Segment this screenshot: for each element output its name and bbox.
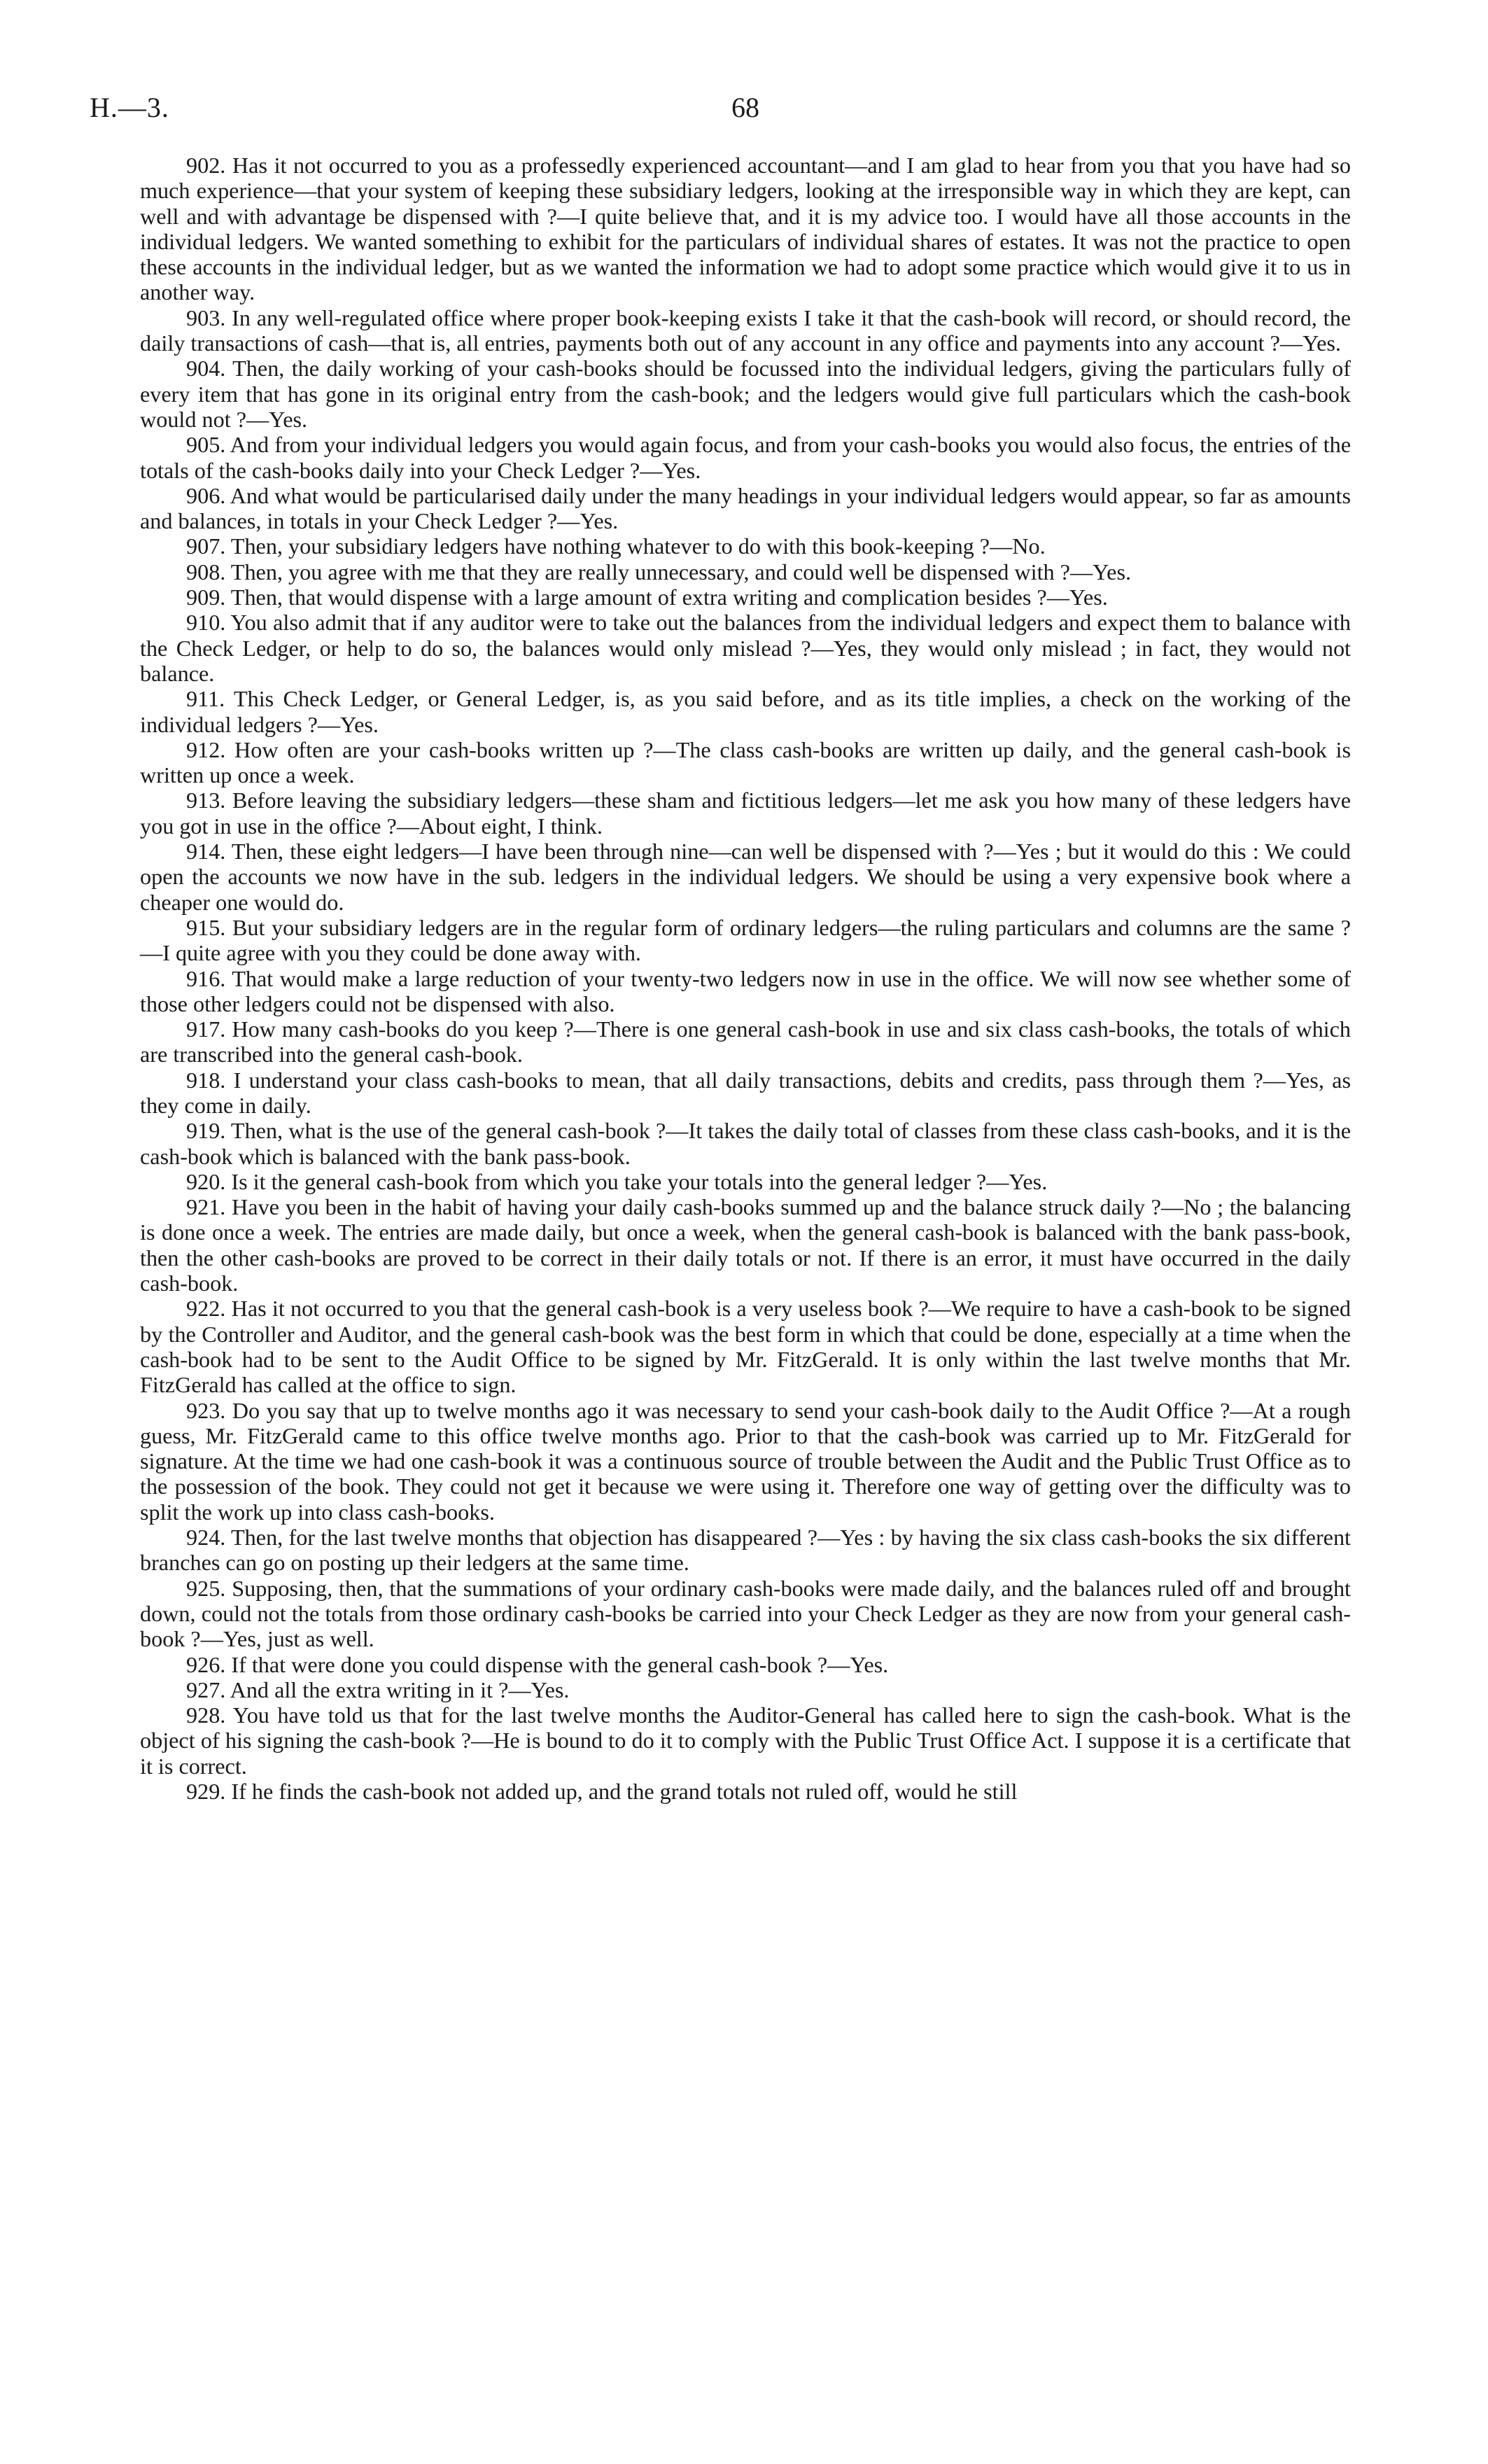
paragraph-925: 925. Supposing, then, that the summations of your ordinary cash-books were made daily, and the balances ruled off and brought down, could not the totals from those ordinary cash-books be carried into your Check Ledger as they are now from your general cash-book ?—Yes, just as well. xyxy=(140,1575,1351,1652)
paragraph-921: 921. Have you been in the habit of having your daily cash-books summed up and the balance struck daily ?—No ; the balancing is done once a week. The entries are made daily, but once a week, when the general cash-book is balanced with the bank pass-book, then the other cash-books are proved to be correct in their daily totals or not. If there is an error, it must have occurred in the daily cash-book. xyxy=(140,1194,1351,1296)
paragraph-918: 918. I understand your class cash-books to mean, that all daily transactions, debits and credits, pass through them ?—Yes, as they come in daily. xyxy=(140,1067,1351,1118)
paragraph-915: 915. But your subsidiary ledgers are in the regular form of ordinary ledgers—the ruling particulars and columns are the same ?—I quite agree with you they could be done away with. xyxy=(140,914,1351,966)
paragraph-912: 912. How often are your cash-books written up ?—The class cash-books are written up daily, and the general cash-book is written up once a week. xyxy=(140,736,1351,788)
paragraph-903: 903. In any well-regulated office where proper book-keeping exists I take it that the cash-book will record, or should record, the daily transactions of cash—that is, all entries, payments both out of any account in any office and payments into any account ?—Yes. xyxy=(140,304,1351,356)
paragraph-904: 904. Then, the daily working of your cash-books should be focussed into the individual ledgers, giving the particulars fully of every item that has gone in its original entry from the cash-book; and the ledgers would give full particulars which the cash-book would not ?—Yes. xyxy=(140,356,1351,432)
paragraph-916: 916. That would make a large reduction of your twenty-two ledgers now in use in the office. We will now see whether some of those other ledgers could not be dispensed with also. xyxy=(140,965,1351,1016)
paragraph-926: 926. If that were done you could dispense with the general cash-book ?—Yes. xyxy=(186,1651,889,1677)
paragraph-914: 914. Then, these eight ledgers—I have been through nine—can well be dispensed with ?—Yes ; but it would do this : We could open the accounts we now have in the sub. ledgers in the individual ledgers. We should be using a very expensive book where a cheaper one would do. xyxy=(140,839,1351,915)
parliamentary-paper-reference: H.—3. xyxy=(90,92,169,123)
paragraph-906: 906. And what would be particularised daily under the many headings in your individual ledgers would appear, so far as amounts and balances, in totals in your Check Ledger ?—Yes. xyxy=(140,482,1351,534)
evidence-body xyxy=(140,153,1351,1804)
paragraph-905: 905. And from your individual ledgers you would again focus, and from your cash-books you would also focus, the entries of the totals of the cash-books daily into your Check Ledger ?—Yes. xyxy=(140,432,1351,483)
page-number: 68 xyxy=(731,92,759,123)
document-page xyxy=(90,91,1351,1804)
paragraph-910: 910. You also admit that if any auditor were to take out the balances from the individual ledgers and expect them to balance with the Check Ledger, or help to do so, the balances would only mislead ?—Yes, they would only mislead ; in fact, they would not balance. xyxy=(140,610,1351,686)
paragraph-908: 908. Then, you agree with me that they are really unnecessary, and could well be dispensed with ?—Yes. xyxy=(186,559,1132,584)
paragraph-922: 922. Has it not occurred to you that the general cash-book is a very useless book ?—We require to have a cash-book to be signed by the Controller and Auditor, and the general cash-book was the best form in which that could be done, especially at a time when the cash-book had to be sent to the Audit Office to be signed by Mr. FitzGerald. It is only within the last twelve months that Mr. FitzGerald has called at the office to sign. xyxy=(140,1296,1351,1398)
paragraph-907: 907. Then, your subsidiary ledgers have nothing whatever to do with this book-keeping ?—No. xyxy=(186,533,1046,559)
paragraph-927: 927. And all the extra writing in it ?—Yes. xyxy=(186,1676,570,1702)
paragraph-923: 923. Do you say that up to twelve months ago it was necessary to send your cash-book daily to the Audit Office ?—At a rough guess, Mr. FitzGerald came to this office twelve months ago. Prior to that the cash-book was carried up to Mr. FitzGerald for signature. At the time we had one cash-book it was a continuous source of trouble between the Audit and the Public Trust Office as to the possession of the book. They could not get it because we were using it. Therefore one way of getting over the difficulty was to split the work up into class cash-books. xyxy=(140,1397,1351,1525)
paragraph-902: 902. Has it not occurred to you as a professedly experienced accountant—and I am glad to hear from you that you have had so much experience—that your system of keeping these subsidiary ledgers, looking at the irresponsible way in which they are kept, can well and with advantage be dispensed with ?—I quite believe that, and it is my advice too. I would have all those accounts in the individual ledgers. We wanted something to exhibit for the particulars of individual shares of estates. It was not the practice to open these accounts in the individual ledger, but as we wanted the information we had to adopt some practice which would give it to us in another way. xyxy=(140,153,1351,305)
paragraph-917: 917. How many cash-books do you keep ?—There is one general cash-book in use and six class cash-books, the totals of which are transcribed into the general cash-book. xyxy=(140,1016,1351,1068)
page-header xyxy=(90,91,1351,140)
paragraph-924: 924. Then, for the last twelve months that objection has disappeared ?—Yes : by having the six class cash-books the six different branches can go on posting up their ledgers at the same time. xyxy=(140,1525,1351,1576)
paragraph-920: 920. Is it the general cash-book from which you take your totals into the general ledger ?—Yes. xyxy=(186,1168,1048,1194)
paragraph-913: 913. Before leaving the subsidiary ledgers—these sham and fictitious ledgers—let me ask you how many of these ledgers have you got in use in the office ?—About eight, I think. xyxy=(140,788,1351,839)
paragraph-909: 909. Then, that would dispense with a large amount of extra writing and complication besides ?—Yes. xyxy=(186,584,1108,610)
paragraph-928: 928. You have told us that for the last twelve months the Auditor-General has called here to sign the cash-book. What is the object of his signing the cash-book ?—He is bound to do it to comply with the Public Trust Office Act. I suppose it is a certificate that it is correct. xyxy=(140,1702,1351,1779)
paragraph-911: 911. This Check Ledger, or General Ledger, is, as you said before, and as its title implies, a check on the working of the individual ledgers ?—Yes. xyxy=(140,686,1351,737)
paragraph-929: 929. If he finds the cash-book not added up, and the grand totals not ruled off, would he still xyxy=(186,1779,1018,1804)
paragraph-919: 919. Then, what is the use of the general cash-book ?—It takes the daily total of classes from these class cash-books, and it is the cash-book which is balanced with the bank pass-book. xyxy=(140,1118,1351,1169)
